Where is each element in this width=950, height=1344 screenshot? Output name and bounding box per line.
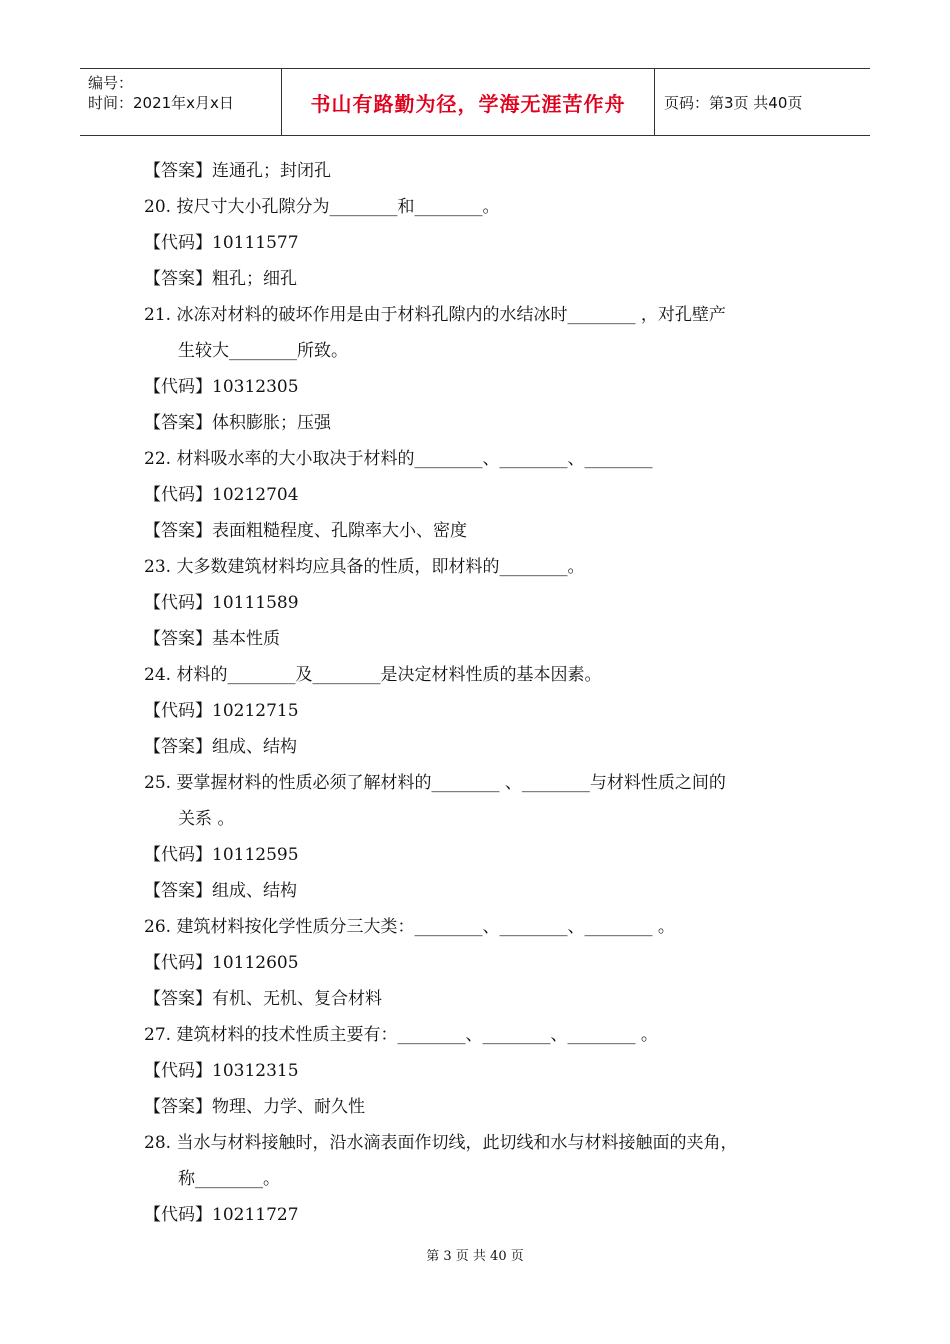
page-footer: 第 3 页 共 40 页 xyxy=(426,1249,524,1264)
text-line: 25. 要掌握材料的性质必须了解材料的________ 、________与材料性质之间的 xyxy=(144,773,726,793)
text-line: 【答案】表面粗糙程度、孔隙率大小、密度 xyxy=(144,521,467,541)
time-label: 时间：2021年x月x日 xyxy=(88,94,234,112)
text-line: 【答案】基本性质 xyxy=(144,629,280,649)
text-line: 24. 材料的________及________是决定材料性质的基本因素。 xyxy=(144,665,602,685)
page-header xyxy=(80,68,870,136)
text-line: 称________。 xyxy=(178,1169,280,1189)
serial-label: 编号： xyxy=(88,74,134,92)
text-line: 27. 建筑材料的技术性质主要有：________、________、________ 。 xyxy=(144,1025,658,1045)
text-line: 【代码】10212715 xyxy=(144,701,299,721)
text-line: 【代码】10212704 xyxy=(144,485,299,505)
header-page-cell xyxy=(655,69,870,135)
header-meta xyxy=(80,69,281,135)
text-line: 【代码】10112605 xyxy=(144,953,299,973)
text-line: 22. 材料吸水率的大小取决于材料的________、________、________ xyxy=(144,449,653,469)
text-line: 【代码】10211727 xyxy=(144,1205,299,1225)
text-line: 【答案】组成、结构 xyxy=(144,737,297,757)
text-line: 【答案】物理、力学、耐久性 xyxy=(144,1097,365,1117)
text-line: 【代码】10312315 xyxy=(144,1061,299,1081)
text-line: 【代码】10111577 xyxy=(144,233,299,253)
text-line: 26. 建筑材料按化学性质分三大类：________、________、________ 。 xyxy=(144,917,675,937)
text-line: 【答案】连通孔；封闭孔 xyxy=(144,161,331,181)
text-line: 23. 大多数建筑材料均应具备的性质，即材料的________。 xyxy=(144,557,585,577)
header-motto: 书山有路勤为径，学海无涯苦作舟 xyxy=(310,91,626,116)
text-line: 【代码】10111589 xyxy=(144,593,299,613)
text-line: 【答案】有机、无机、复合材料 xyxy=(144,989,382,1009)
text-line: 20. 按尺寸大小孔隙分为________和________。 xyxy=(144,197,500,217)
text-line: 生较大________所致。 xyxy=(178,341,348,361)
document-body xyxy=(144,153,824,1233)
text-line: 28. 当水与材料接触时，沿水滴表面作切线，此切线和水与材料接触面的夹角， xyxy=(144,1133,738,1153)
text-line: 【答案】组成、结构 xyxy=(144,881,297,901)
text-line: 【代码】10112595 xyxy=(144,845,299,865)
header-motto-cell xyxy=(281,69,655,135)
text-line: 【代码】10312305 xyxy=(144,377,299,397)
text-line: 【答案】粗孔；细孔 xyxy=(144,269,297,289)
text-line: 【答案】体积膨胀；压强 xyxy=(144,413,331,433)
text-line: 21. 冰冻对材料的破坏作用是由于材料孔隙内的水结冰时________ ，对孔壁产 xyxy=(144,305,726,325)
header-page-label: 页码：第3页 共40页 xyxy=(664,93,803,112)
text-line: 关系 。 xyxy=(178,809,235,829)
